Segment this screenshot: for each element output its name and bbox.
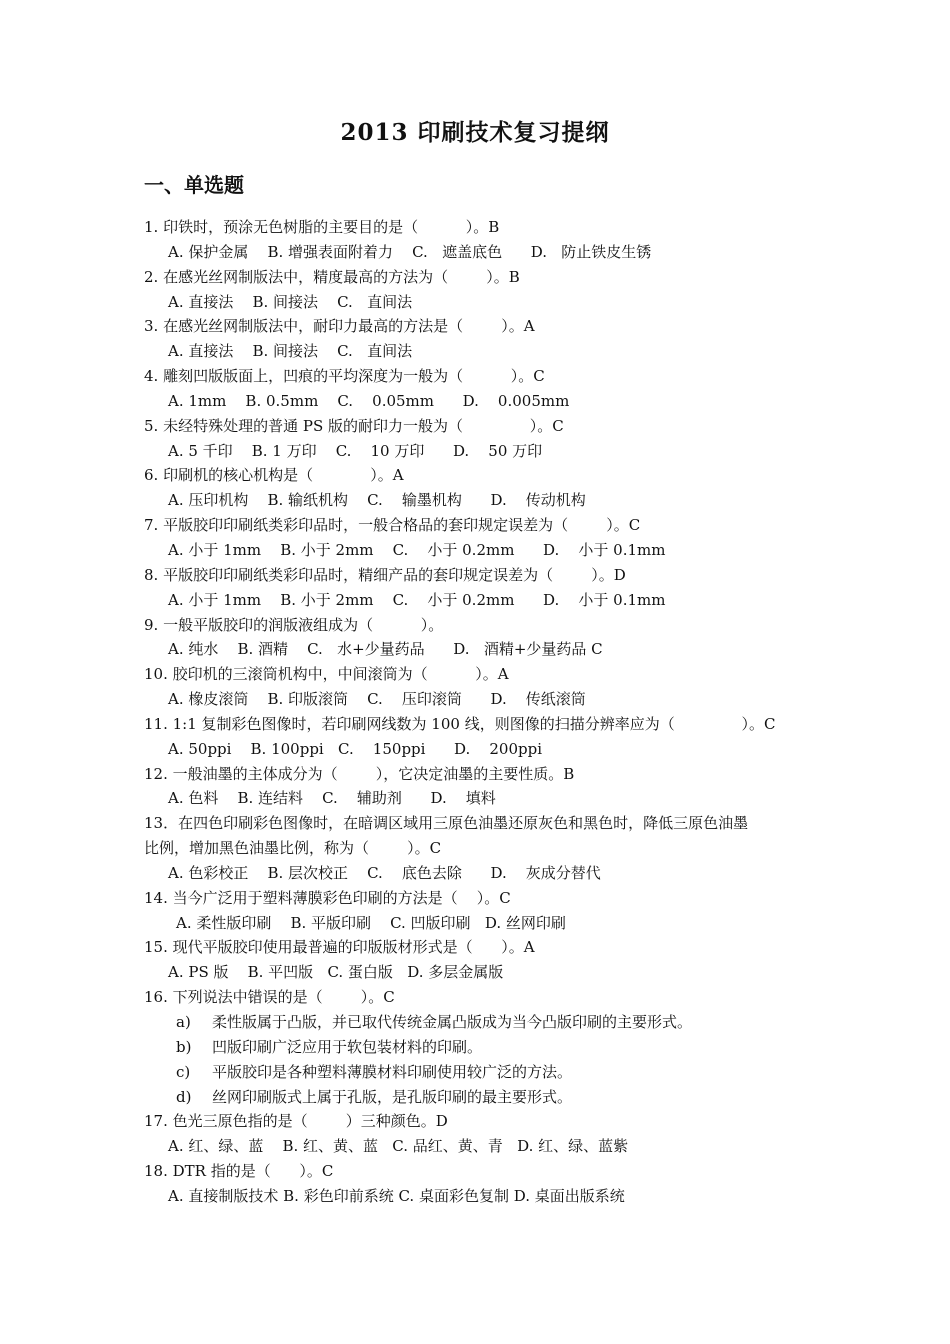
question-text: 17. 色光三原色指的是（ ）三种颜色。D xyxy=(144,1112,448,1131)
question-text: 12. 一般油墨的主体成分为（ ），它决定油墨的主要性质。B xyxy=(144,764,575,783)
question-text: 13．在四色印刷彩色图像时，在暗调区域用三原色油墨还原灰色和黑色时，降低三原色油墨 xyxy=(144,814,749,833)
answer-options: A. 5 千印 B. 1 万印 C. 10 万印 D. 50 万印 xyxy=(168,441,543,460)
answer-options: A. 直接制版技术 B. 彩色印前系统 C. 桌面彩色复制 D. 桌面出版系统 xyxy=(168,1186,625,1205)
page-title: 2013 印刷技术复习提纲 xyxy=(340,119,610,146)
answer-options: A. 色料 B. 连结料 C. 辅助剂 D. 填料 xyxy=(168,789,496,808)
answer-options: A. 橡皮滚筒 B. 印版滚筒 C. 压印滚筒 D. 传纸滚筒 xyxy=(168,690,586,709)
answer-options: A. 1mm B. 0.5mm C. 0.05mm D. 0.005mm xyxy=(168,391,570,410)
question-list xyxy=(0,215,950,1209)
question-text: 3. 在感光丝网制版法中，耐印力最高的方法是（ ）。A xyxy=(144,317,535,336)
answer-options: A. 50ppi B. 100ppi C. 150ppi D. 200ppi xyxy=(168,739,543,758)
question-text: 5. 未经特殊处理的普通 PS 版的耐印力一般为（ ）。C xyxy=(144,416,564,435)
answer-options: A. 直接法 B. 间接法 C. 直间法 xyxy=(168,292,413,311)
answer-options: A. 直接法 B. 间接法 C. 直间法 xyxy=(168,342,413,361)
question-text: 14. 当今广泛用于塑料薄膜彩色印刷的方法是（ ）。C xyxy=(144,888,511,907)
question-text: 11. 1:1 复制彩色图像时，若印刷网线数为 100 线，则图像的扫描分辨率应为（ ）。C xyxy=(144,714,776,733)
question-text: 比例，增加黑色油墨比例，称为（ ）。C xyxy=(144,839,442,858)
answer-options: A. PS 版 B. 平凹版 C. 蛋白版 D. 多层金属版 xyxy=(168,963,504,982)
question-text: 16. 下列说法中错误的是（ ）。C xyxy=(144,988,395,1007)
statement-text: 平版胶印是各种塑料薄膜材料印刷使用较广泛的方法。 xyxy=(212,1062,573,1081)
answer-options: A. 色彩校正 B. 层次校正 C. 底色去除 D. 灰成分替代 xyxy=(168,863,601,882)
question-text: 18. DTR 指的是（ ）。C xyxy=(144,1162,334,1181)
question-text: 8. 平版胶印印刷纸类彩印品时，精细产品的套印规定误差为（ ）。D xyxy=(144,565,626,584)
statement-marker: b) xyxy=(176,1037,192,1056)
answer-options: A. 小于 1mm B. 小于 2mm C. 小于 0.2mm D. 小于 0.1mm xyxy=(168,590,666,609)
answer-options: A. 保护金属 B. 增强表面附着力 C. 遮盖底色 D. 防止铁皮生锈 xyxy=(168,242,652,261)
answer-options: A. 小于 1mm B. 小于 2mm C. 小于 0.2mm D. 小于 0.1mm xyxy=(168,540,666,559)
answer-options: A. 红、绿、蓝 B. 红、黄、蓝 C. 品红、黄、青 D. 红、绿、蓝紫 xyxy=(168,1137,629,1156)
answer-options: A. 纯水 B. 酒精 C. 水+少量药品 D. 酒精+少量药品 C xyxy=(168,640,603,659)
statement-marker: a) xyxy=(176,1013,191,1031)
statement-text: 柔性版属于凸版，并已取代传统金属凸版成为当今凸版印刷的主要形式。 xyxy=(212,1013,693,1031)
statement-marker: d) xyxy=(176,1087,192,1106)
statement-text: 丝网印刷版式上属于孔版，是孔版印刷的最主要形式。 xyxy=(212,1087,573,1106)
question-text: 7. 平版胶印印刷纸类彩印品时，一般合格品的套印规定误差为（ ）。C xyxy=(144,516,641,535)
statement-item xyxy=(0,1085,950,1110)
question-text: 2. 在感光丝网制版法中，精度最高的方法为（ ）。B xyxy=(144,267,520,286)
answer-options: A. 柔性版印刷 B. 平版印刷 C. 凹版印刷 D. 丝网印刷 xyxy=(176,913,566,932)
statement-item xyxy=(0,1035,950,1060)
question-text: 15. 现代平版胶印使用最普遍的印版版材形式是（ ）。A xyxy=(144,938,535,957)
statement-item xyxy=(0,1010,950,1035)
section-heading: 一、单选题 xyxy=(144,173,244,197)
question-text: 9. 一般平版胶印的润版液组成为（ ）。 xyxy=(144,615,444,634)
statement-text: 凹版印刷广泛应用于软包装材料的印刷。 xyxy=(212,1037,483,1056)
question-text: 6. 印刷机的核心机构是（ ）。A xyxy=(144,466,404,485)
statement-item xyxy=(0,1060,950,1085)
answer-options: A. 压印机构 B. 输纸机构 C. 输墨机构 D. 传动机构 xyxy=(168,491,586,510)
question-text: 4. 雕刻凹版版面上，凹痕的平均深度为一般为（ ）。C xyxy=(144,367,545,386)
question-text: 10. 胶印机的三滚筒机构中，中间滚筒为（ ）。A xyxy=(144,665,509,684)
statement-marker: c) xyxy=(176,1062,191,1081)
question-text: 1. 印铁时，预涂无色树脂的主要目的是（ ）。B xyxy=(144,218,500,236)
